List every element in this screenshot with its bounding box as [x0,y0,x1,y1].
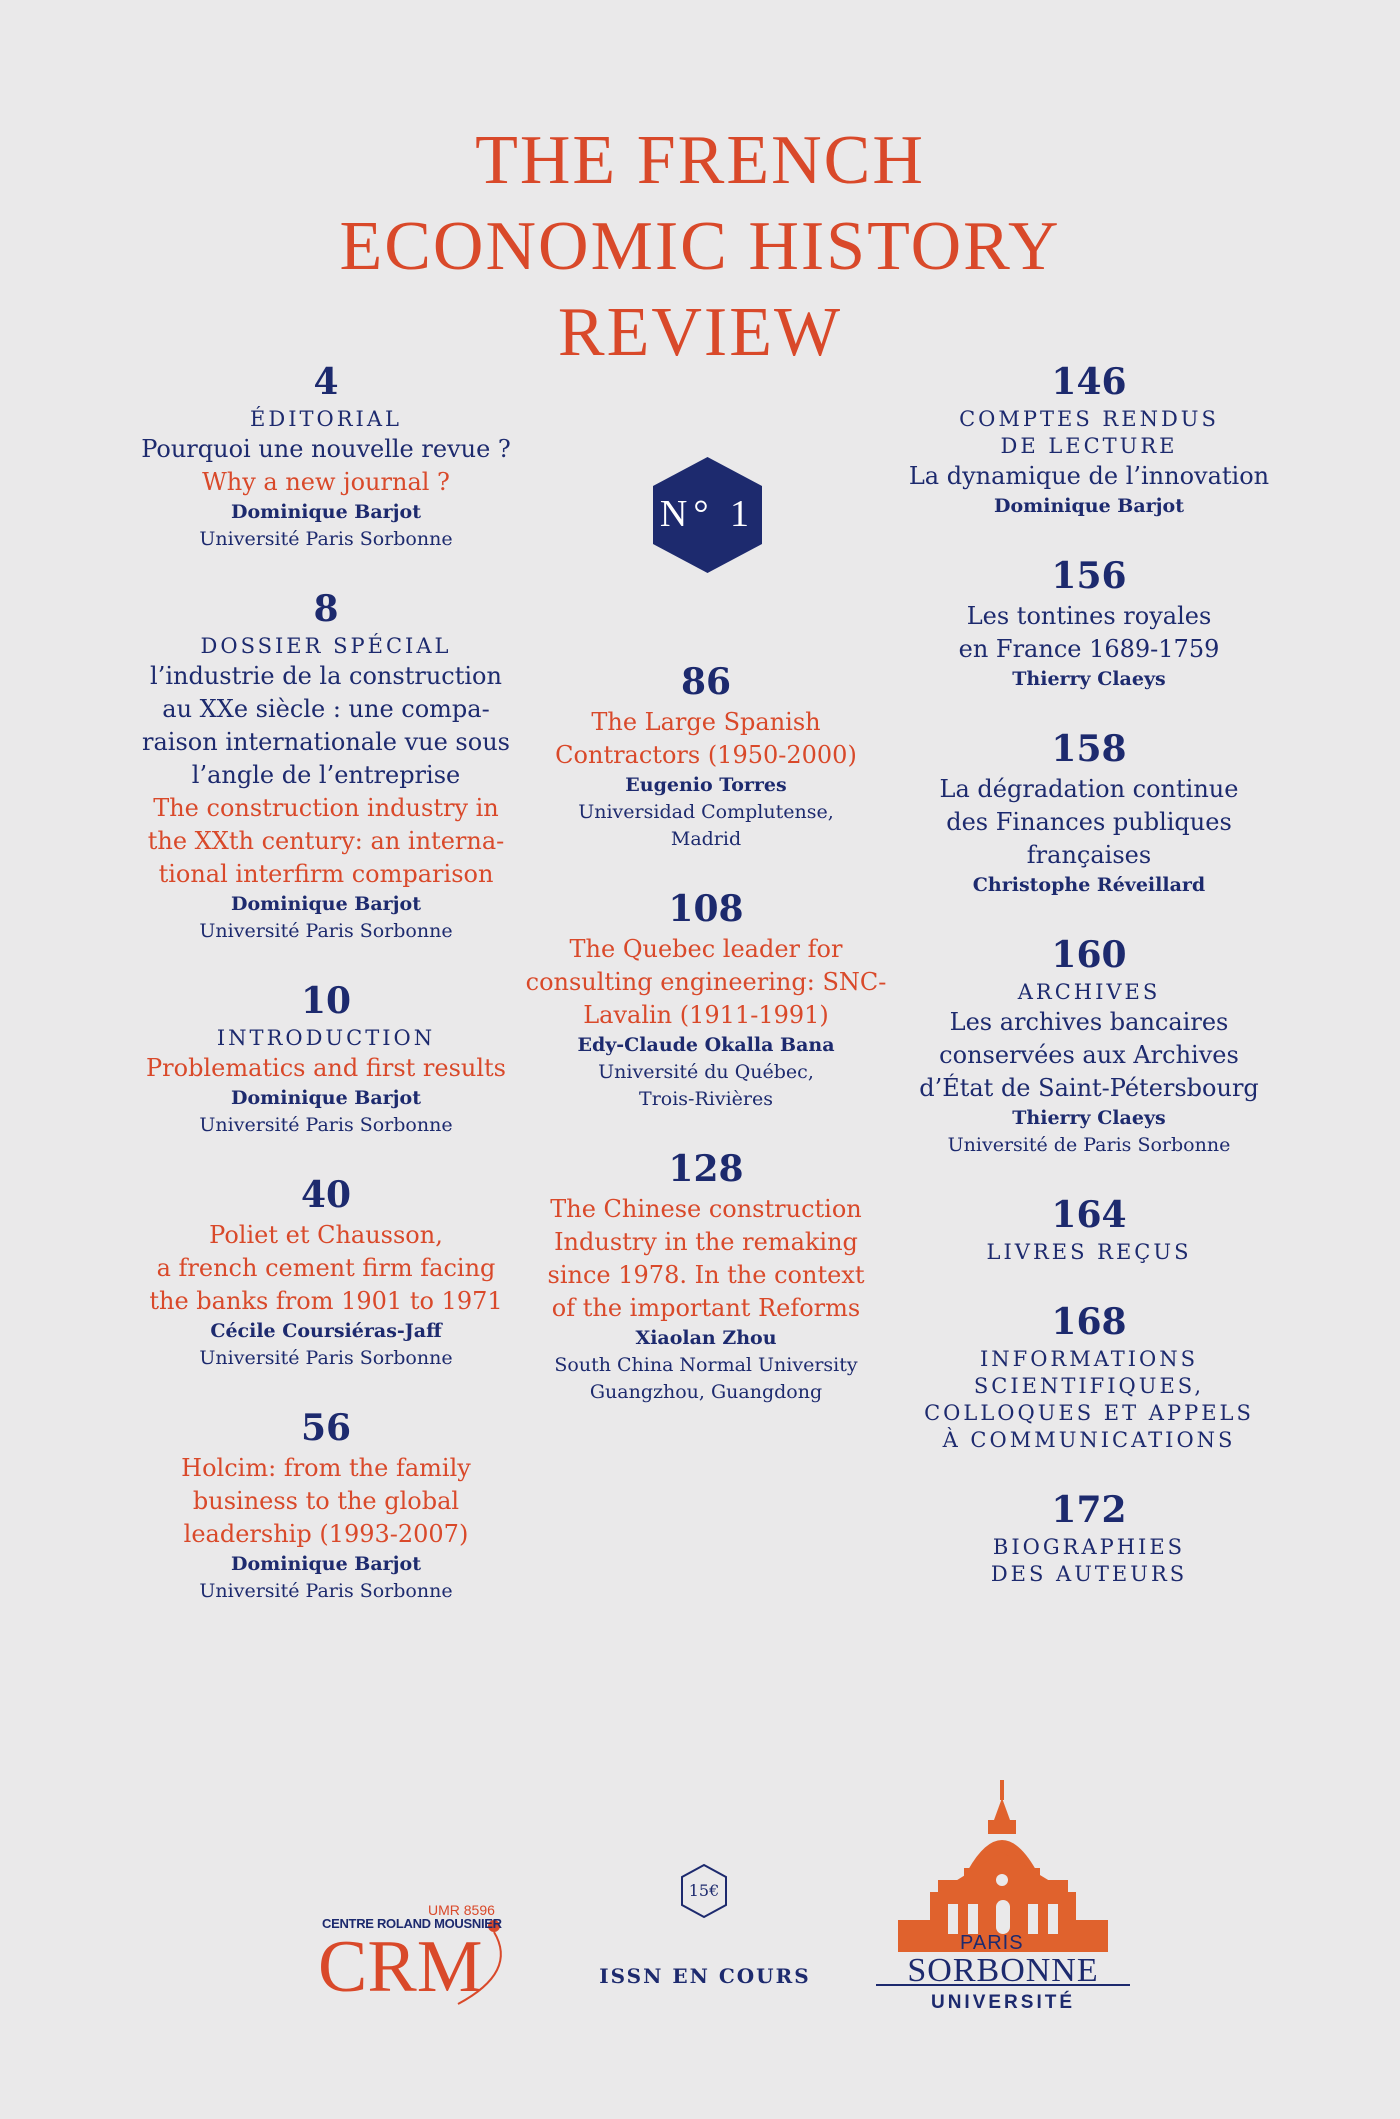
toc-right-column [889,360,1289,1622]
author-affiliation: Universidad Complutense, Madrid [578,801,834,850]
page-number: 4 [313,361,339,403]
toc-entry[interactable] [889,360,1289,520]
author-name: Xiaolan Zhou [635,1327,777,1349]
toc-entry[interactable] [126,1406,526,1605]
section-category: BIOGRAPHIES DES AUTEURS [990,1535,1188,1586]
page-number: 158 [1051,728,1127,770]
article-title-fr: Les tontines royales en France 1689-1759 [958,602,1220,663]
author-name: Dominique Barjot [230,501,421,523]
article-title-en: Holcim: from the family business to the global leadership (1993-2007) [181,1454,471,1548]
toc-middle-column [506,660,906,1440]
author-affiliation: Université du Québec, Trois-Rivières [598,1061,814,1110]
page-number: 56 [300,1407,352,1449]
toc-entry[interactable] [889,1488,1289,1588]
author-name: Thierry Claeys [1012,668,1166,690]
page-number: 164 [1051,1194,1127,1236]
section-category: INFORMATIONS SCIENTIFIQUES, COLLOQUES ET APPELS À COMMUNICATIONS [924,1347,1254,1452]
author-name: Edy-Claude Okalla Bana [577,1034,835,1056]
toc-entry[interactable] [506,660,906,853]
price-label: 15€ [688,1881,720,1900]
author-affiliation: South China Normal University Guangzhou, Guangdong [554,1354,858,1403]
toc-entry[interactable] [126,360,526,553]
author-affiliation: Université Paris Sorbonne [199,1114,453,1136]
author-name: Dominique Barjot [230,893,421,915]
article-title-en: The Large Spanish Contractors (1950-2000) [555,708,857,769]
page-number: 86 [680,661,732,703]
article-title-en: The construction industry in the XXth century: an interna- tional interfirm comparison [147,794,505,888]
issue-number: N° 1 [659,493,756,535]
page-number: 10 [300,980,352,1022]
sorbonne-name-label: SORBONNE [907,1952,1099,1989]
page-number: 172 [1051,1489,1127,1531]
page-number: 146 [1051,361,1127,403]
crm-center-name: CENTRE ROLAND MOUSNIER [322,1916,502,1931]
author-affiliation: Université Paris Sorbonne [199,1347,453,1369]
section-category: INTRODUCTION [216,1026,436,1050]
page-number: 168 [1051,1301,1127,1343]
author-name: Cécile Coursiéras-Jaff [210,1320,442,1342]
author-name: Dominique Barjot [993,495,1184,517]
article-title-fr: Pourquoi une nouvelle revue ? [141,435,511,463]
crm-umr-label: UMR 8596 [428,1902,495,1918]
section-category: DOSSIER SPÉCIAL [200,634,452,658]
page-number: 40 [300,1174,352,1216]
article-title-en: Why a new journal ? [202,468,450,496]
section-category: ARCHIVES [1017,980,1161,1004]
author-name: Eugenio Torres [625,774,787,796]
article-title-en: Problematics and first results [146,1054,506,1082]
page-number: 108 [668,888,744,930]
toc-entry[interactable] [126,1173,526,1372]
article-title-fr: La dynamique de l’innovation [908,462,1270,490]
author-affiliation: Université Paris Sorbonne [199,528,453,550]
section-category: LIVRES REÇUS [986,1240,1192,1264]
journal-title [0,118,1400,376]
toc-entry[interactable] [889,1300,1289,1454]
author-affiliation: Université Paris Sorbonne [199,920,453,942]
author-name: Dominique Barjot [230,1553,421,1575]
title-line: REVIEW [557,294,843,371]
article-title-en: Poliet et Chausson, a french cement firm facing the banks from 1901 to 1971 [149,1221,503,1315]
article-title-en: The Quebec leader for consulting engineering: SNC- Lavalin (1911-1991) [525,935,887,1029]
page-number: 156 [1051,555,1127,597]
title-line: THE FRENCH [475,122,925,199]
toc-entry[interactable] [889,554,1289,693]
page-number: 128 [668,1148,744,1190]
article-title-fr: l’industrie de la construction au XXe siècle : une compa- raison internationale vue sous l’angle de l’entreprise [142,662,510,789]
toc-entry[interactable] [889,1193,1289,1266]
sorbonne-universite-label: UNIVERSITÉ [930,1992,1076,2013]
article-title-fr: Les archives bancaires conservées aux Archives d’État de Saint-Pétersbourg [919,1008,1259,1102]
title-line: ECONOMIC HISTORY [339,208,1061,285]
toc-entry[interactable] [506,887,906,1113]
toc-entry[interactable] [506,1147,906,1406]
toc-entry[interactable] [889,727,1289,899]
sorbonne-paris-label: PARIS [960,1932,1024,1954]
article-title-fr: La dégradation continue des Finances publiques françaises [939,775,1239,869]
crm-logo-text: CRM [318,1926,483,2008]
author-name: Christophe Réveillard [972,874,1206,896]
section-category: COMPTES RENDUS DE LECTURE [959,407,1219,458]
author-name: Thierry Claeys [1012,1107,1166,1129]
issn-label: ISSN EN COURS [599,1964,811,1988]
toc-left-column [126,360,526,1639]
author-affiliation: Université de Paris Sorbonne [947,1134,1231,1156]
author-name: Dominique Barjot [230,1087,421,1109]
page-number: 160 [1051,934,1127,976]
article-title-en: The Chinese construction Industry in the remaking since 1978. In the context of the important Reforms [547,1195,865,1322]
toc-entry[interactable] [889,933,1289,1159]
toc-entry[interactable] [126,979,526,1139]
page-number: 8 [313,588,339,630]
toc-entry[interactable] [126,587,526,945]
author-affiliation: Université Paris Sorbonne [199,1580,453,1602]
section-category: ÉDITORIAL [250,407,402,431]
